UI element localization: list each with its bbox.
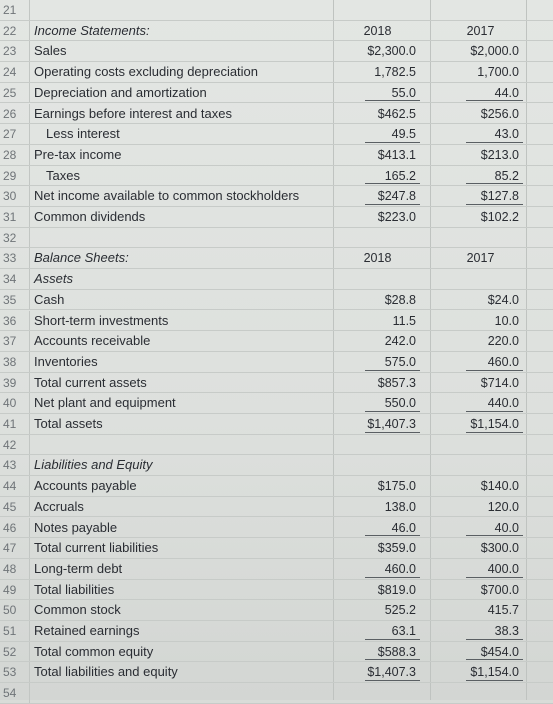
table-row[interactable]: [0, 104, 553, 125]
underline: [466, 577, 523, 578]
cell-2018[interactable]: [335, 0, 420, 20]
cell-2017[interactable]: 85.2: [494, 168, 519, 183]
row-number[interactable]: 36: [0, 311, 30, 331]
row-number[interactable]: 43: [0, 455, 30, 475]
row-label[interactable]: Net income available to common stockholders: [34, 188, 300, 204]
cell-2018[interactable]: $359.0: [377, 541, 416, 556]
cell-2018[interactable]: 63.1: [391, 624, 416, 638]
table-row[interactable]: [0, 518, 553, 539]
cell-2017[interactable]: 40.0: [494, 520, 519, 535]
underline: [466, 411, 523, 412]
underline: [365, 659, 420, 660]
underline: [466, 680, 523, 681]
row-label[interactable]: Total assets: [34, 416, 103, 431]
row-label[interactable]: Cash: [34, 291, 65, 307]
cell-2018[interactable]: [335, 269, 420, 289]
cell-2017[interactable]: 43.0: [494, 127, 519, 142]
row-number[interactable]: 37: [0, 331, 30, 351]
row-label[interactable]: Inventories: [34, 353, 98, 369]
cell-2017[interactable]: 460.0: [487, 354, 519, 369]
table-row[interactable]: [0, 497, 553, 518]
cell-2017[interactable]: $700.0: [480, 582, 519, 597]
cell-2018[interactable]: $247.8: [377, 189, 416, 204]
row-number[interactable]: 52: [0, 642, 30, 662]
underline: [365, 680, 420, 681]
underline: [365, 142, 420, 143]
row-number[interactable]: 54: [0, 683, 30, 703]
table-row[interactable]: [0, 290, 553, 311]
cell-2018[interactable]: 460.0: [384, 561, 416, 576]
cell-2017[interactable]: [438, 228, 523, 248]
cell-2017[interactable]: 38.3: [494, 624, 519, 638]
table-row[interactable]: [0, 580, 553, 601]
cell-2017[interactable]: $300.0: [480, 541, 519, 556]
cell-2017[interactable]: 10.0: [494, 313, 519, 328]
table-row[interactable]: [0, 311, 553, 332]
table-row[interactable]: [0, 207, 553, 228]
table-row[interactable]: [0, 0, 553, 21]
cell-2017[interactable]: $1,154.0: [470, 417, 519, 431]
row-number[interactable]: 28: [0, 145, 30, 165]
cell-2018[interactable]: [335, 455, 420, 475]
table-row[interactable]: [0, 621, 553, 642]
row-label[interactable]: Common stock: [34, 602, 121, 618]
row-number[interactable]: 35: [0, 290, 30, 310]
row-label[interactable]: Long-term debt: [34, 560, 123, 576]
row-label[interactable]: Income Statements:: [34, 22, 150, 38]
table-row[interactable]: [0, 559, 553, 580]
table-row[interactable]: [0, 352, 553, 373]
row-number[interactable]: 32: [0, 228, 30, 248]
row-label[interactable]: Assets: [34, 271, 74, 287]
row-label[interactable]: Taxes: [46, 167, 80, 183]
cell-2018[interactable]: 165.2: [384, 168, 416, 183]
cell-2017[interactable]: $454.0: [480, 644, 519, 659]
underline: [466, 535, 523, 536]
row-number[interactable]: 47: [0, 538, 30, 558]
cell-2018[interactable]: $175.0: [377, 479, 416, 494]
cell-2017[interactable]: 220.0: [487, 334, 519, 349]
cell-2017[interactable]: [438, 455, 523, 475]
row-label[interactable]: Total current assets: [34, 374, 147, 390]
cell-2017[interactable]: $256.0: [480, 106, 519, 121]
table-row[interactable]: [0, 83, 553, 104]
row-number[interactable]: 29: [0, 166, 30, 186]
table-row[interactable]: [0, 455, 553, 476]
underline: [466, 659, 523, 660]
table-row[interactable]: [0, 166, 553, 187]
cell-2018[interactable]: $2,300.0: [367, 44, 416, 59]
row-number[interactable]: 30: [0, 186, 30, 206]
row-label[interactable]: Accounts receivable: [34, 333, 151, 349]
cell-2017[interactable]: 120.0: [487, 499, 519, 514]
cell-2017[interactable]: [438, 435, 523, 455]
cell-2017[interactable]: [438, 0, 523, 20]
underline: [466, 432, 523, 433]
row-number[interactable]: 45: [0, 497, 30, 517]
cell-2017[interactable]: $140.0: [480, 479, 519, 494]
table-row[interactable]: [0, 124, 553, 145]
row-number[interactable]: 34: [0, 269, 30, 289]
row-number[interactable]: 40: [0, 393, 30, 413]
underline: [365, 577, 420, 578]
row-number[interactable]: 23: [0, 41, 30, 61]
cell-2018[interactable]: $819.0: [377, 582, 416, 597]
cell-2018[interactable]: $857.3: [377, 375, 416, 390]
underline: [466, 142, 523, 143]
underline: [466, 183, 523, 184]
table-row[interactable]: [0, 186, 553, 207]
row-number[interactable]: 51: [0, 621, 30, 641]
row-number[interactable]: 21: [0, 0, 30, 20]
cell-2017[interactable]: $714.0: [480, 375, 519, 390]
underline: [365, 411, 420, 412]
row-label[interactable]: Short-term investments: [34, 312, 169, 328]
row-number[interactable]: 44: [0, 476, 30, 496]
underline: [365, 204, 420, 205]
table-row[interactable]: [0, 248, 553, 269]
cell-2018[interactable]: 550.0: [384, 396, 416, 411]
table-row[interactable]: [0, 393, 553, 414]
table-row[interactable]: [0, 683, 553, 704]
row-label[interactable]: Depreciation and amortization: [34, 84, 207, 100]
cell-2018[interactable]: 11.5: [392, 313, 416, 328]
cell-2017[interactable]: $213.0: [480, 147, 519, 162]
row-number[interactable]: 26: [0, 104, 30, 124]
row-number[interactable]: 39: [0, 373, 30, 393]
underline: [365, 183, 420, 184]
underline: [365, 639, 420, 640]
row-number[interactable]: 42: [0, 435, 30, 455]
row-label[interactable]: Total liabilities and equity: [34, 664, 178, 680]
cell-2017[interactable]: 44.0: [494, 85, 519, 100]
row-number[interactable]: 25: [0, 83, 30, 103]
underline: [466, 639, 523, 640]
underline: [466, 370, 523, 371]
row-label[interactable]: Accruals: [34, 498, 84, 514]
table-row[interactable]: [0, 21, 553, 42]
row-number[interactable]: 31: [0, 207, 30, 227]
row-label[interactable]: Retained earnings: [34, 623, 140, 638]
cell-2018[interactable]: 575.0: [384, 354, 416, 369]
cell-2018[interactable]: 55.0: [391, 85, 416, 100]
table-row[interactable]: [0, 476, 553, 497]
cell-2018[interactable]: $462.5: [377, 106, 416, 121]
cell-2018[interactable]: 242.0: [384, 334, 416, 349]
table-row[interactable]: [0, 145, 553, 166]
cell-2018[interactable]: 138.0: [384, 499, 416, 514]
table-row[interactable]: [0, 600, 553, 621]
row-label[interactable]: Operating costs excluding depreciation: [34, 64, 259, 80]
cell-2017[interactable]: $127.8: [480, 189, 519, 204]
row-label[interactable]: Accounts payable: [34, 478, 137, 494]
row-label[interactable]: Total common equity: [34, 643, 154, 659]
table-row[interactable]: [0, 414, 553, 435]
cell-2017[interactable]: 400.0: [487, 561, 519, 576]
cell-2017[interactable]: [438, 269, 523, 289]
row-number[interactable]: 41: [0, 414, 30, 434]
cell-2018[interactable]: $223.0: [377, 210, 416, 224]
cell-2018[interactable]: [335, 435, 420, 455]
table-row[interactable]: [0, 62, 553, 83]
underline: [365, 535, 420, 536]
row-number[interactable]: 27: [0, 124, 30, 144]
cell-2017[interactable]: 2017: [466, 251, 495, 266]
row-label[interactable]: Pre-tax income: [34, 146, 122, 162]
cell-2017[interactable]: 1,700.0: [477, 65, 519, 80]
underline: [365, 370, 420, 371]
underline: [365, 432, 420, 433]
underline: [466, 100, 523, 101]
row-label[interactable]: Total current liabilities: [34, 540, 159, 556]
table-row[interactable]: [0, 331, 553, 352]
row-number[interactable]: 46: [0, 518, 30, 538]
row-label[interactable]: Notes payable: [34, 519, 118, 535]
cell-2018[interactable]: $1,407.3: [367, 665, 416, 680]
cell-2018[interactable]: $413.1: [377, 147, 416, 162]
row-number[interactable]: 33: [0, 248, 30, 268]
cell-2017[interactable]: $24.0: [487, 292, 519, 307]
cell-2018[interactable]: [335, 228, 420, 248]
cell-2018[interactable]: 2018: [363, 23, 392, 38]
row-label[interactable]: Common dividends: [34, 209, 146, 224]
cell-2018[interactable]: 49.5: [391, 127, 416, 142]
underline: [365, 100, 420, 101]
cell-2017[interactable]: 2017: [466, 23, 495, 38]
row-label[interactable]: Total liabilities: [34, 581, 115, 597]
cell-2018[interactable]: 525.2: [384, 603, 416, 618]
table-row[interactable]: [0, 435, 553, 456]
row-number[interactable]: 49: [0, 580, 30, 600]
cell-2017[interactable]: 415.7: [487, 603, 519, 618]
row-number[interactable]: 22: [0, 21, 30, 41]
row-number[interactable]: 38: [0, 352, 30, 372]
cell-2018[interactable]: 1,782.5: [374, 65, 416, 80]
cell-2017[interactable]: 440.0: [487, 396, 519, 411]
row-number[interactable]: 24: [0, 62, 30, 82]
cell-2018[interactable]: $28.8: [384, 292, 416, 307]
row-label[interactable]: Sales: [34, 43, 67, 59]
row-label[interactable]: Earnings before interest and taxes: [34, 105, 233, 121]
table-row[interactable]: [0, 662, 553, 683]
underline: [466, 204, 523, 205]
row-label[interactable]: Less interest: [46, 126, 120, 142]
cell-2017[interactable]: $102.2: [480, 210, 519, 224]
table-row[interactable]: [0, 642, 553, 663]
table-row[interactable]: [0, 41, 553, 62]
row-label[interactable]: Liabilities and Equity: [34, 457, 153, 473]
row-label[interactable]: Balance Sheets:: [34, 250, 129, 266]
cell-2017[interactable]: $1,154.0: [470, 665, 519, 680]
cell-2018[interactable]: 46.0: [391, 520, 416, 535]
row-label[interactable]: Net plant and equipment: [34, 395, 176, 411]
row-number[interactable]: 48: [0, 559, 30, 579]
table-row[interactable]: [0, 269, 553, 290]
row-number[interactable]: 50: [0, 600, 30, 620]
table-row[interactable]: [0, 228, 553, 249]
cell-2018[interactable]: $588.3: [377, 644, 416, 659]
cell-2017[interactable]: $2,000.0: [470, 44, 519, 59]
cell-2018[interactable]: $1,407.3: [367, 417, 416, 431]
table-row[interactable]: [0, 538, 553, 559]
cell-2018[interactable]: 2018: [363, 251, 392, 266]
row-number[interactable]: 53: [0, 662, 30, 682]
table-row[interactable]: [0, 373, 553, 394]
